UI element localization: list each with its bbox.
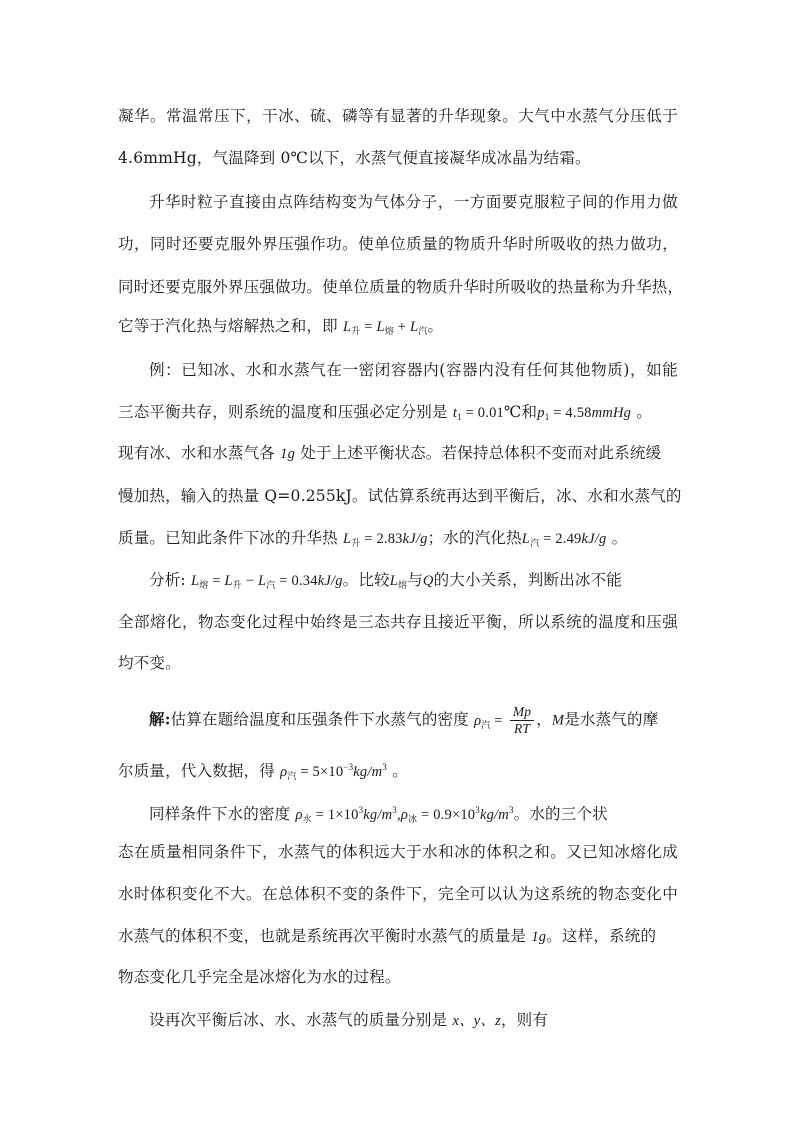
formula-sublimation-heat-value: $L_升 = 2.83kJ/g$ — [342, 531, 428, 548]
text-segment: 分析: — [149, 571, 186, 589]
text-line-14: 均不变。 — [118, 654, 181, 672]
punctuation: 。 — [636, 403, 652, 421]
text-segment: 尔质量，代入数据，得 — [118, 762, 276, 780]
text-segment: 它等于汽化热与熔解热之和，即 — [118, 317, 338, 335]
text-segment: 处于上述平衡状态。若保持总体积不变而对此系统缓 — [300, 444, 662, 462]
text-segment: 现有冰、水和水蒸气各 — [118, 444, 276, 462]
text-line-11 — [118, 528, 678, 553]
text-line-16 — [118, 757, 678, 786]
text-line-17: 同样条件下水的密度 $\rho_水 = 1\times 10^3kg/m^3,\rho_冰 = 0.9\times 10^3kg/m^3$。水的三个状 — [149, 805, 608, 824]
text-line-20 — [118, 926, 678, 947]
text-line-21: 物态变化几乎完全是冰熔化为水的过程。 — [118, 968, 401, 986]
fraction-mp-rt: $\frac{Mp}{RT}$ — [510, 704, 534, 737]
text-segment: 质量。已知此条件下冰的升华热 — [118, 529, 338, 547]
text-segment: 同样条件下水的密度 — [149, 805, 291, 823]
text-segment: 是水蒸气的摩 — [564, 710, 659, 729]
formula-mass: 1g — [531, 929, 547, 945]
formula-vaporization-heat-value: $L_汽 = 2.49kJ/g$ — [521, 531, 607, 548]
text-segment: ℃和 — [504, 403, 538, 421]
text-segment: ，则有 — [500, 1011, 549, 1029]
formula-sublimation-heat: $L_升 = L_熔 + L_汽$ — [342, 319, 428, 336]
text-segment: 估算在题给温度和压强条件下水蒸气的密度 — [170, 710, 469, 729]
text-segment: 。这样，系统的 — [546, 927, 657, 945]
text-segment: 与 — [407, 571, 423, 589]
text-line-22 — [149, 1010, 709, 1031]
punctuation: 。 — [427, 317, 444, 335]
text-segment: 。比较 — [342, 571, 390, 589]
formula-pressure: $p_1$ = 4.58mmHg — [537, 405, 632, 422]
text-line-15 — [149, 704, 709, 737]
text-line-7: 例：已知冰、水和水蒸气在一密闭容器内(容器内没有任何其他物质)，如能 — [149, 361, 678, 379]
formula-q: Q — [422, 573, 434, 589]
formula-xyz: x、y、z — [452, 1013, 501, 1029]
text-line-8 — [118, 402, 678, 427]
text-line-2: 4.6mmHg，气温降到 0℃以下，水蒸气便直接凝华成冰晶为结霜。 — [118, 149, 591, 167]
text-line-6 — [118, 316, 678, 341]
formula-water-density: $\rho_水 = 1\times 10^3kg/m^3$ — [295, 805, 397, 824]
solution-label: 解: — [149, 709, 171, 729]
text-line-10: 慢加热，输入的热量 Q=0.255kJ。试估算系统再达到平衡后，冰、水和水蒸气的 — [118, 487, 682, 505]
formula-molar-mass: M — [551, 712, 565, 729]
formula-vapor-density-value: $\rho_汽 = 5\times 10^{-3}kg/m^3$ — [280, 762, 387, 781]
formula-temperature: $t_1 = 0.01$ — [452, 405, 504, 422]
text-segment: ；水的汽化热 — [427, 529, 522, 547]
text-line-9 — [118, 443, 678, 464]
formula-vapor-density: $\rho_汽$ = — [474, 712, 503, 730]
text-line-13: 全部熔化，物态变化过程中始终是三态共存且接近平衡，所以系统的温度和压强 — [118, 613, 678, 631]
formula-ice-density: $\rho_冰 = 0.9\times 10^3kg/m^3$ — [400, 805, 514, 824]
text-segment: ， — [536, 710, 552, 729]
formula-mass: 1g — [280, 446, 296, 462]
text-segment: 。水的三个状 — [513, 805, 608, 823]
text-segment: 水蒸气的体积不变，也就是系统再次平衡时水蒸气的质量是 — [118, 927, 527, 945]
text-segment: 设再次平衡后冰、水、水蒸气的质量分别是 — [149, 1011, 448, 1029]
text-line-18: 态在质量相同条件下，水蒸气的体积远大于水和冰的体积之和。又已知冰熔化成 — [118, 843, 678, 861]
formula-fusion-heat-symbol: $L_熔$ — [389, 573, 408, 590]
punctuation: 。 — [611, 529, 628, 547]
text-line-4: 功，同时还要克服外界压强作功。使单位质量的物质升华时所吸收的热力做功， — [118, 235, 678, 253]
text-segment: 三态平衡共存，则系统的温度和压强必定分别是 — [118, 403, 448, 421]
text-line-1: 凝华。常温常压下，干冰、硫、磷等有显著的升华现象。大气中水蒸气分压低于 — [118, 107, 678, 125]
text-line-19: 水时体积变化不大。在总体积不变的条件下，完全可以认为这系统的物态变化中 — [118, 885, 678, 903]
text-line-5: 同时还要克服外界压强做功。使单位质量的物质升华时所吸收的热量称为升华热， — [118, 278, 684, 296]
formula-fusion-heat: $L_熔 = L_升 - L_汽 = 0.34kJ/g$ — [190, 573, 343, 590]
text-segment: 的大小关系，判断出冰不能 — [433, 571, 622, 589]
text-line-12 — [149, 570, 709, 595]
text-line-3: 升华时粒子直接由点阵结构变为气体分子，一方面要克服粒子间的作用力做 — [149, 193, 678, 211]
punctuation: 。 — [392, 762, 408, 780]
